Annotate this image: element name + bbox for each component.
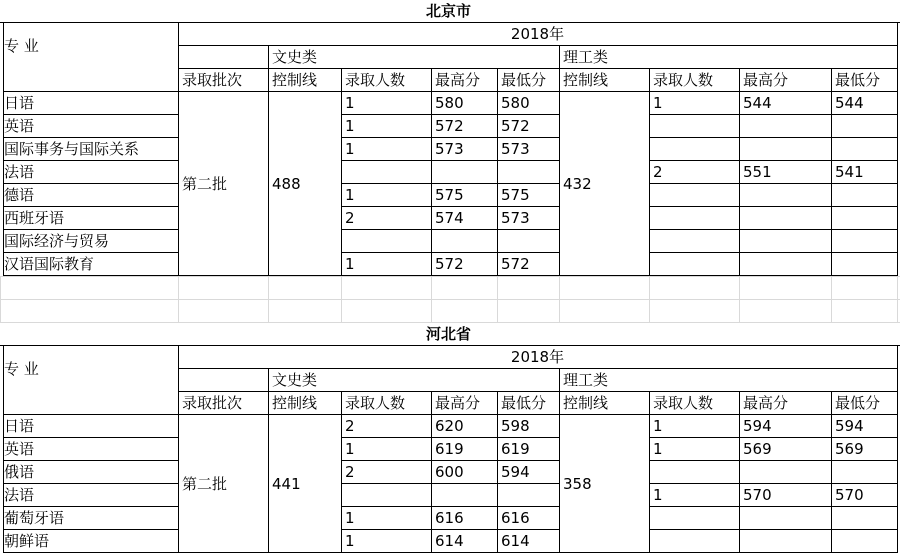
ligong-min-header: 最低分 [835,394,881,412]
wenshi-max-cell: 580 [435,94,464,112]
wenshi-max-cell: 620 [435,417,464,435]
wenshi-admitted-cell: 1 [345,94,355,112]
ligong-admitted-cell [649,115,739,138]
ligong-min-cell: 594 [835,417,864,435]
wenshi-max-cell: 575 [435,186,464,204]
ligong-min-header: 最低分 [835,71,881,89]
ligong-control-value: 432 [563,174,592,193]
wenshi-max-cell: 574 [435,209,464,227]
table-rule [178,391,897,392]
wenshi-max-cell: 572 [435,117,464,135]
gridline [649,276,650,322]
ligong-control-header: 控制线 [563,394,609,412]
table-rule [341,529,559,530]
gridline [897,276,898,322]
wenshi-min-cell: 614 [501,532,530,550]
table-rule [3,552,897,553]
batch-value: 第二批 [182,474,228,493]
wenshi-min-header: 最低分 [501,71,547,89]
major-name: 汉语国际教育 [4,255,95,273]
table-rule [3,206,178,207]
table-rule [3,414,897,415]
wenshi-max-cell: 600 [435,463,464,481]
ligong-admitted-cell [649,507,739,530]
ligong-min-cell: 544 [835,94,864,112]
wenshi-max-cell: 572 [435,255,464,273]
ligong-admitted-cell [649,184,739,207]
ligong-min-cell [831,507,897,530]
table-rule [3,229,178,230]
region-title: 北京市 [425,2,471,20]
table-rule [268,368,269,553]
ligong-max-cell [739,115,831,138]
category-ligong: 理工类 [563,48,609,66]
ligong-admitted-cell [649,530,739,553]
wenshi-admitted-cell [341,161,431,184]
ligong-min-cell [831,253,897,276]
gridline [268,276,269,322]
major-name: 德语 [4,186,35,204]
wenshi-control-header: 控制线 [272,394,318,412]
table-rule [3,252,178,253]
ligong-min-cell [831,207,897,230]
table-rule [3,91,897,92]
ligong-max-cell [739,507,831,530]
table-rule [341,506,559,507]
table-rule [3,137,178,138]
table-rule [649,437,897,438]
wenshi-max-cell [431,161,497,184]
ligong-min-cell: 541 [835,163,864,181]
ligong-min-cell [831,461,897,484]
ligong-control-header: 控制线 [563,71,609,89]
table-rule [341,183,559,184]
wenshi-admitted-cell: 1 [345,186,355,204]
table-rule [649,137,897,138]
table-rule [559,368,560,553]
wenshi-admitted-cell: 2 [345,417,355,435]
major-name: 朝鲜语 [4,532,50,550]
table-rule [3,437,178,438]
table-rule [268,45,269,276]
ligong-max-cell: 551 [743,163,772,181]
wenshi-min-cell: 594 [501,463,530,481]
table-rule [559,45,560,276]
gridline [0,276,900,277]
ligong-min-cell [831,184,897,207]
table-rule [3,460,178,461]
table-rule [341,437,559,438]
ligong-admitted-cell [649,138,739,161]
gridline [831,276,832,322]
ligong-max-cell [739,530,831,553]
table-rule [341,160,559,161]
table-rule [897,345,898,553]
ligong-max-cell: 570 [743,486,772,504]
table-rule [178,345,179,553]
wenshi-admitted-cell: 2 [345,209,355,227]
major-name: 葡萄牙语 [4,509,65,527]
category-wenshi: 文史类 [272,371,318,389]
table-rule [649,114,897,115]
gridline [341,276,342,322]
wenshi-min-cell: 572 [501,117,530,135]
ligong-min-cell: 570 [835,486,864,504]
wenshi-max-header: 最高分 [435,71,481,89]
category-wenshi: 文史类 [272,48,318,66]
major-name: 日语 [4,417,35,435]
major-name: 国际事务与国际关系 [4,140,140,158]
gridline [559,276,560,322]
wenshi-max-cell [431,484,497,507]
year-header: 2018年 [510,25,565,43]
table-rule [649,229,897,230]
major-column-header: 专 业 [4,36,39,55]
wenshi-min-cell: 572 [501,255,530,273]
ligong-max-cell [739,138,831,161]
wenshi-min-cell [497,230,559,253]
table-rule [341,483,559,484]
ligong-min-cell [831,138,897,161]
wenshi-admitted-cell: 1 [345,117,355,135]
table-rule [3,114,178,115]
table-rule [3,345,4,553]
ligong-admitted-cell: 1 [653,94,663,112]
gridline [0,276,1,322]
ligong-admitted-header: 录取人数 [653,394,714,412]
wenshi-max-cell: 573 [435,140,464,158]
wenshi-max-cell: 616 [435,509,464,527]
ligong-admitted-cell: 1 [653,417,663,435]
wenshi-admitted-cell: 1 [345,532,355,550]
major-name: 西班牙语 [4,209,65,227]
ligong-admitted-cell: 1 [653,486,663,504]
table-rule [3,529,178,530]
ligong-max-cell: 569 [743,440,772,458]
region-title: 河北省 [425,325,471,343]
wenshi-admitted-cell [341,484,431,507]
table-rule [341,206,559,207]
ligong-admitted-cell: 2 [653,163,663,181]
major-name: 俄语 [4,463,35,481]
wenshi-admitted-cell: 2 [345,463,355,481]
year-header: 2018年 [510,348,565,366]
wenshi-min-cell: 573 [501,140,530,158]
ligong-max-cell: 544 [743,94,772,112]
table-rule [341,68,342,276]
ligong-admitted-cell [649,230,739,253]
table-rule [178,45,897,46]
table-rule [3,22,4,276]
wenshi-admitted-cell: 1 [345,140,355,158]
wenshi-min-cell: 598 [501,417,530,435]
table-rule [341,137,559,138]
wenshi-admitted-cell [341,230,431,253]
wenshi-min-cell: 580 [501,94,530,112]
batch-header: 录取批次 [182,71,243,89]
table-rule [649,506,897,507]
major-column-header: 专 业 [4,359,39,378]
table-rule [3,506,178,507]
wenshi-admitted-cell: 1 [345,509,355,527]
wenshi-min-cell: 575 [501,186,530,204]
gridline [431,276,432,322]
wenshi-max-cell [431,230,497,253]
table-rule [178,22,179,276]
table-rule [649,483,897,484]
ligong-max-header: 最高分 [743,394,789,412]
wenshi-admitted-cell: 1 [345,255,355,273]
ligong-max-cell: 594 [743,417,772,435]
table-rule [649,68,650,276]
wenshi-min-cell [497,161,559,184]
table-rule [178,68,897,69]
table-rule [739,68,740,276]
table-rule [649,206,897,207]
ligong-control-value: 358 [563,474,592,493]
ligong-min-cell [831,530,897,553]
table-rule [341,229,559,230]
table-rule [649,460,897,461]
major-name: 英语 [4,117,35,135]
ligong-max-header: 最高分 [743,71,789,89]
major-name: 法语 [4,486,35,504]
ligong-admitted-cell [649,461,739,484]
ligong-min-cell: 569 [835,440,864,458]
table-rule [3,160,178,161]
major-name: 国际经济与贸易 [4,232,110,250]
table-rule [341,114,559,115]
wenshi-max-cell: 619 [435,440,464,458]
table-rule [3,183,178,184]
table-rule [431,68,432,276]
table-rule [0,345,900,346]
ligong-min-cell [831,230,897,253]
ligong-min-cell [831,115,897,138]
ligong-admitted-cell [649,207,739,230]
wenshi-max-cell: 614 [435,532,464,550]
wenshi-max-header: 最高分 [435,394,481,412]
wenshi-min-cell: 619 [501,440,530,458]
gridline [739,276,740,322]
table-rule [831,68,832,276]
ligong-max-cell [739,253,831,276]
batch-value: 第二批 [182,174,228,193]
category-ligong: 理工类 [563,371,609,389]
wenshi-admitted-cell: 1 [345,440,355,458]
table-rule [649,160,897,161]
table-rule [3,275,897,276]
ligong-max-cell [739,184,831,207]
table-rule [649,252,897,253]
wenshi-control-header: 控制线 [272,71,318,89]
wenshi-control-value: 441 [272,474,301,493]
ligong-max-cell [739,207,831,230]
gridline [178,276,179,322]
major-name: 英语 [4,440,35,458]
wenshi-admitted-header: 录取人数 [345,71,406,89]
table-rule [178,368,897,369]
table-rule [897,22,898,276]
gridline [497,276,498,322]
table-rule [0,22,900,23]
major-name: 法语 [4,163,35,181]
wenshi-min-header: 最低分 [501,394,547,412]
ligong-admitted-cell [649,253,739,276]
gridline [0,299,900,300]
table-rule [497,68,498,276]
wenshi-min-cell: 616 [501,509,530,527]
wenshi-min-cell: 573 [501,209,530,227]
wenshi-admitted-header: 录取人数 [345,394,406,412]
table-rule [649,183,897,184]
table-rule [341,252,559,253]
major-name: 日语 [4,94,35,112]
table-rule [649,529,897,530]
ligong-max-cell [739,230,831,253]
ligong-max-cell [739,461,831,484]
table-rule [341,460,559,461]
wenshi-control-value: 488 [272,174,301,193]
table-rule [3,483,178,484]
ligong-admitted-header: 录取人数 [653,71,714,89]
wenshi-min-cell [497,484,559,507]
ligong-admitted-cell: 1 [653,440,663,458]
batch-header: 录取批次 [182,394,243,412]
